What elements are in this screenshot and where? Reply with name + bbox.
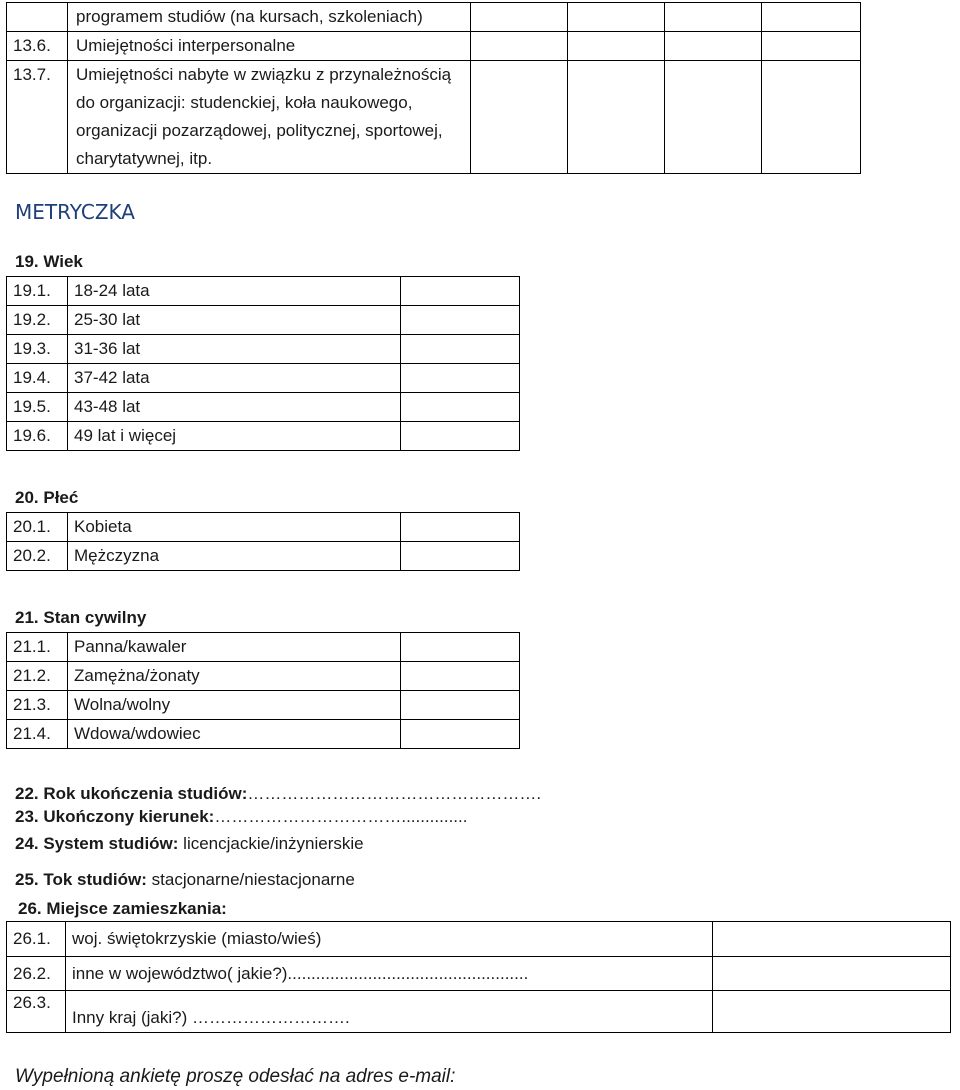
question-title-age: 19. Wiek bbox=[15, 252, 83, 271]
table-row bbox=[7, 720, 520, 749]
table-row bbox=[7, 3, 861, 32]
answer-cell[interactable] bbox=[471, 61, 568, 174]
question-value: stacjonarne/niestacjonarne bbox=[151, 870, 355, 889]
table-row bbox=[7, 542, 520, 571]
answer-cell[interactable] bbox=[665, 32, 762, 61]
option-number: 26.3. bbox=[7, 991, 66, 1033]
question-label: 23. Ukończony kierunek: bbox=[15, 807, 215, 826]
option-number: 19.2. bbox=[7, 306, 68, 335]
answer-cell[interactable] bbox=[401, 542, 520, 571]
answer-cell[interactable] bbox=[401, 393, 520, 422]
row-number bbox=[7, 3, 68, 32]
option-number: 21.2. bbox=[7, 662, 68, 691]
option-label: 18-24 lata bbox=[68, 277, 401, 306]
question-label: 25. Tok studiów: bbox=[15, 870, 147, 889]
answer-cell[interactable] bbox=[471, 32, 568, 61]
option-number: 20.2. bbox=[7, 542, 68, 571]
gender-options-table bbox=[6, 512, 520, 571]
answer-cell[interactable] bbox=[762, 61, 861, 174]
option-label: Zamężna/żonaty bbox=[68, 662, 401, 691]
answer-cell[interactable] bbox=[401, 364, 520, 393]
option-label: 49 lat i więcej bbox=[68, 422, 401, 451]
option-number: 26.2. bbox=[7, 957, 66, 991]
option-number: 21.4. bbox=[7, 720, 68, 749]
answer-cell[interactable] bbox=[762, 3, 861, 32]
table-row bbox=[7, 393, 520, 422]
option-number: 20.1. bbox=[7, 513, 68, 542]
option-label: 25-30 lat bbox=[68, 306, 401, 335]
fill-in-blank[interactable]: ……………………………………………. bbox=[247, 784, 542, 803]
row-text: programem studiów (na kursach, szkoleniach) bbox=[76, 7, 423, 26]
study-mode-line bbox=[15, 870, 355, 890]
answer-cell[interactable] bbox=[401, 306, 520, 335]
answer-cell[interactable] bbox=[568, 61, 665, 174]
option-label: Panna/kawaler bbox=[68, 633, 401, 662]
answer-cell[interactable] bbox=[401, 335, 520, 364]
answer-cell[interactable] bbox=[401, 691, 520, 720]
answer-cell[interactable] bbox=[568, 32, 665, 61]
residence-options-table bbox=[6, 921, 951, 1033]
option-number: 19.4. bbox=[7, 364, 68, 393]
answer-cell[interactable] bbox=[713, 957, 951, 991]
option-number: 19.3. bbox=[7, 335, 68, 364]
option-label: 37-42 lata bbox=[68, 364, 401, 393]
option-number: 19.5. bbox=[7, 393, 68, 422]
table-row bbox=[7, 306, 520, 335]
option-label: Kobieta bbox=[68, 513, 401, 542]
table-row bbox=[7, 633, 520, 662]
table-row bbox=[7, 991, 951, 1033]
option-label: Inny kraj (jaki?) ………………………. bbox=[66, 991, 713, 1033]
option-label: Mężczyzna bbox=[68, 542, 401, 571]
table-row bbox=[7, 691, 520, 720]
option-label: Wolna/wolny bbox=[68, 691, 401, 720]
option-label: 43-48 lat bbox=[68, 393, 401, 422]
competences-table bbox=[6, 2, 861, 174]
question-label: 24. System studiów: bbox=[15, 834, 179, 853]
table-row bbox=[7, 422, 520, 451]
footer-instruction: Wypełnioną ankietę proszę odesłać na adres e-mail: bbox=[15, 1066, 456, 1087]
table-row bbox=[7, 922, 951, 957]
table-row bbox=[7, 32, 861, 61]
answer-cell[interactable] bbox=[665, 61, 762, 174]
table-row bbox=[7, 513, 520, 542]
answer-cell[interactable] bbox=[401, 422, 520, 451]
table-row bbox=[7, 957, 951, 991]
answer-cell[interactable] bbox=[401, 720, 520, 749]
question-title-marital-status: 21. Stan cywilny bbox=[15, 608, 147, 627]
answer-cell[interactable] bbox=[665, 3, 762, 32]
option-number: 19.1. bbox=[7, 277, 68, 306]
table-row bbox=[7, 364, 520, 393]
answer-cell[interactable] bbox=[401, 277, 520, 306]
answer-cell[interactable] bbox=[401, 513, 520, 542]
answer-cell[interactable] bbox=[713, 922, 951, 957]
graduation-year-line bbox=[15, 784, 541, 804]
table-row bbox=[7, 277, 520, 306]
row-number: 13.7. bbox=[13, 65, 51, 84]
row-text: organizacji pozarządowej, politycznej, sportowej, bbox=[76, 121, 443, 140]
fill-in-blank[interactable]: …………………………….............. bbox=[214, 807, 468, 826]
row-text: charytatywnej, itp. bbox=[76, 149, 213, 168]
table-row bbox=[7, 662, 520, 691]
question-title-residence: 26. Miejsce zamieszkania: bbox=[18, 899, 227, 918]
option-number: 21.1. bbox=[7, 633, 68, 662]
marital-options-table bbox=[6, 632, 520, 749]
answer-cell[interactable] bbox=[471, 3, 568, 32]
answer-cell[interactable] bbox=[401, 662, 520, 691]
question-label: 22. Rok ukończenia studiów: bbox=[15, 784, 248, 803]
answer-cell[interactable] bbox=[568, 3, 665, 32]
question-value: licencjackie/inżynierskie bbox=[183, 834, 364, 853]
answer-cell[interactable] bbox=[762, 32, 861, 61]
metryczka-heading: METRYCZKA bbox=[15, 200, 135, 224]
answer-cell[interactable] bbox=[401, 633, 520, 662]
row-text: Umiejętności interpersonalne bbox=[76, 36, 296, 55]
row-number: 13.6. bbox=[13, 36, 51, 55]
table-row bbox=[7, 61, 861, 174]
option-label: woj. świętokrzyskie (miasto/wieś) bbox=[66, 922, 713, 957]
option-number: 21.3. bbox=[7, 691, 68, 720]
row-text: do organizacji: studenckiej, koła naukowego, bbox=[76, 93, 413, 112]
age-options-table bbox=[6, 276, 520, 451]
field-of-study-line bbox=[15, 807, 467, 827]
option-number: 26.1. bbox=[7, 922, 66, 957]
study-system-line bbox=[15, 834, 364, 854]
question-title-gender: 20. Płeć bbox=[15, 488, 79, 507]
option-label: 31-36 lat bbox=[68, 335, 401, 364]
row-text: Umiejętności nabyte w związku z przynależnością bbox=[76, 65, 452, 84]
option-label: Wdowa/wdowiec bbox=[68, 720, 401, 749]
table-row bbox=[7, 335, 520, 364]
option-number: 19.6. bbox=[7, 422, 68, 451]
option-label: inne w województwo( jakie?)................................................... bbox=[66, 957, 713, 991]
answer-cell[interactable] bbox=[713, 991, 951, 1033]
